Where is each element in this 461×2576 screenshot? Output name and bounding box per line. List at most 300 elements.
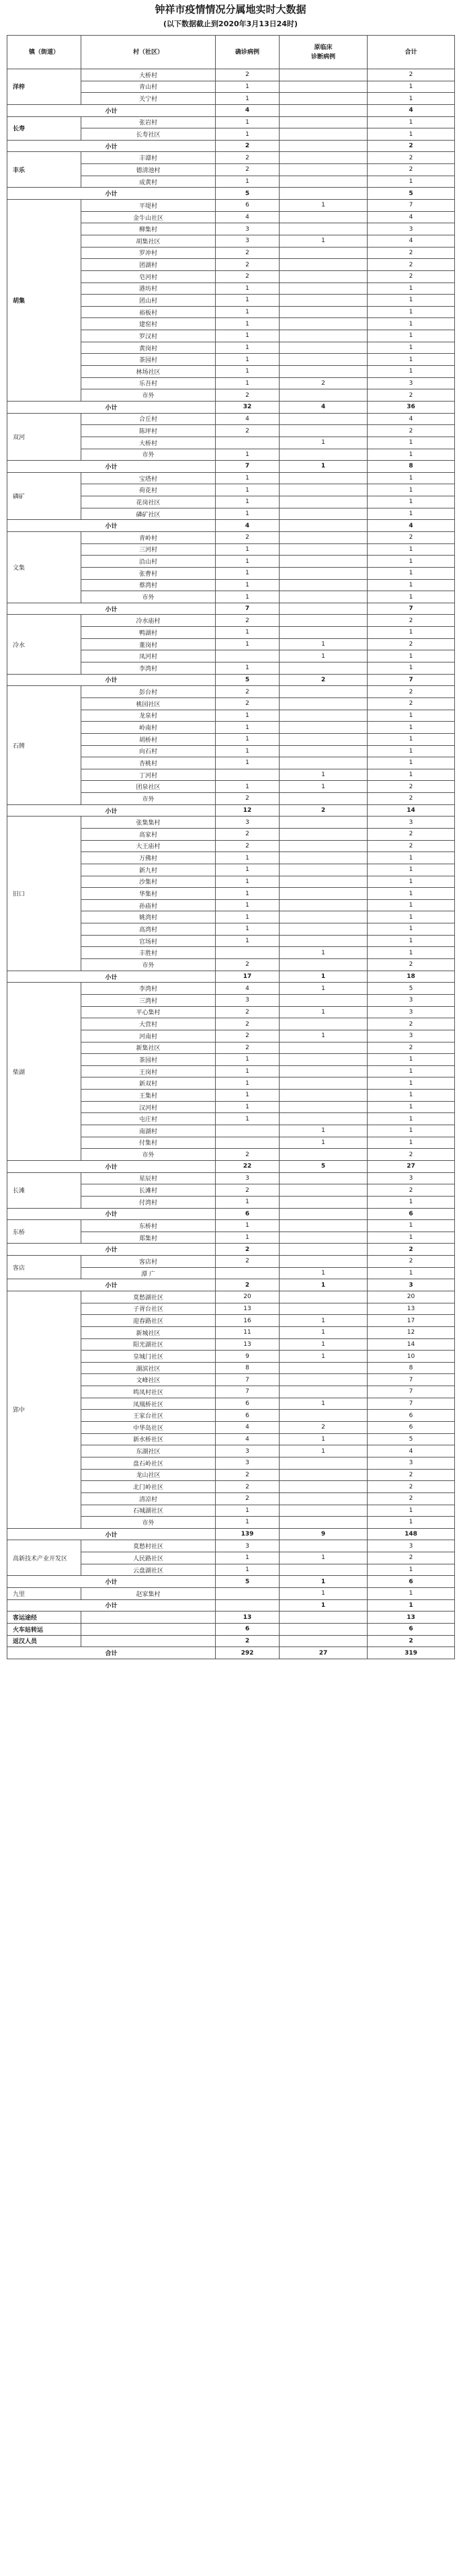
- subtotal-row: [7, 461, 455, 473]
- total-count: 7: [368, 1398, 455, 1410]
- suspected-count: [280, 1220, 368, 1232]
- suspected-count: 2: [280, 1422, 368, 1434]
- total-count: 1: [368, 567, 455, 579]
- village-name: 大桥村: [81, 69, 216, 81]
- village-name: 清凉村: [81, 1492, 216, 1505]
- confirmed-count: 7: [216, 1386, 280, 1398]
- village-name: 关宁村: [81, 93, 216, 105]
- total-count: 1: [368, 923, 455, 936]
- suspected-count: [280, 733, 368, 745]
- subtotal-label: 小计: [7, 1208, 216, 1220]
- total-count: 1: [368, 1113, 455, 1125]
- village-name: 荷花村: [81, 484, 216, 496]
- confirmed-count: 3: [216, 994, 280, 1006]
- confirmed-count: 1: [216, 745, 280, 757]
- total-count: 2: [368, 1552, 455, 1564]
- confirmed-count: 1: [216, 1552, 280, 1564]
- subtotal-confirmed: 139: [216, 1528, 280, 1540]
- village-name: 茶园村: [81, 354, 216, 366]
- confirmed-count: 2: [216, 259, 280, 271]
- confirmed-count: 1: [216, 449, 280, 461]
- suspected-count: [280, 247, 368, 259]
- total-count: 3: [368, 1006, 455, 1018]
- village-name: 沿山村: [81, 556, 216, 568]
- subtotal-suspected: [280, 104, 368, 116]
- confirmed-count: 1: [216, 710, 280, 722]
- total-count: 13: [368, 1303, 455, 1315]
- suspected-count: [280, 282, 368, 295]
- table-row: [7, 615, 455, 627]
- total-count: 3: [368, 1172, 455, 1184]
- confirmed-count: 1: [216, 591, 280, 603]
- confirmed-count: 2: [216, 247, 280, 259]
- village-name: 莫愁村社区: [81, 1540, 216, 1552]
- grand-total: 319: [368, 1647, 455, 1659]
- confirmed-count: 1: [216, 354, 280, 366]
- village-name: 张集集村: [81, 817, 216, 829]
- confirmed-count: 1: [216, 911, 280, 923]
- subtotal-confirmed: 6: [216, 1208, 280, 1220]
- total-count: 1: [368, 1220, 455, 1232]
- confirmed-count: 3: [216, 1540, 280, 1552]
- suspected-count: 1: [280, 1137, 368, 1149]
- confirmed-count: 6: [216, 1398, 280, 1410]
- suspected-count: 1: [280, 1433, 368, 1445]
- total-count: 5: [368, 1433, 455, 1445]
- total-count: 1: [368, 1137, 455, 1149]
- town-name: 石牌: [7, 686, 81, 804]
- subtotal-label: 小计: [7, 461, 216, 473]
- village-name: 潭 广: [81, 1267, 216, 1279]
- confirmed-count: 1: [216, 579, 280, 591]
- total-count: 2: [368, 164, 455, 176]
- confirmed-count: 2: [216, 389, 280, 402]
- suspected-count: [280, 793, 368, 805]
- table-row: [7, 1588, 455, 1600]
- header-total: 合计: [368, 36, 455, 69]
- confirmed-count: 4: [216, 413, 280, 425]
- village-name: 长寿社区: [81, 128, 216, 141]
- suspected-count: [280, 722, 368, 734]
- village-name: 屯庄村: [81, 1113, 216, 1125]
- total-count: 2: [368, 840, 455, 852]
- suspected-count: [280, 852, 368, 864]
- confirmed-count: 2: [216, 270, 280, 282]
- village-name: 李湾村: [81, 662, 216, 675]
- suspected-count: 1: [280, 1267, 368, 1279]
- extra-total: 13: [368, 1612, 455, 1624]
- total-count: 2: [368, 793, 455, 805]
- subtotal-row: [7, 140, 455, 152]
- subtotal-suspected: 1: [280, 1279, 368, 1291]
- extra-row-label: 火车站转运: [7, 1623, 81, 1635]
- village-name: 新集社区: [81, 1042, 216, 1054]
- village-name: 沙集村: [81, 876, 216, 888]
- grand-total-label: 合计: [7, 1647, 216, 1659]
- confirmed-count: 4: [216, 1433, 280, 1445]
- subtotal-label: 小计: [7, 603, 216, 615]
- total-count: 1: [368, 745, 455, 757]
- total-count: 2: [368, 959, 455, 971]
- confirmed-count: 2: [216, 1184, 280, 1197]
- confirmed-count: [216, 769, 280, 781]
- total-count: 1: [368, 579, 455, 591]
- subtotal-label: 小计: [7, 1528, 216, 1540]
- total-count: 2: [368, 69, 455, 81]
- total-count: 2: [368, 638, 455, 650]
- village-name: 市外: [81, 591, 216, 603]
- suspected-count: [280, 567, 368, 579]
- confirmed-count: 2: [216, 1469, 280, 1481]
- confirmed-count: 1: [216, 899, 280, 911]
- village-name: 新水桥社区: [81, 1433, 216, 1445]
- extra-row: [7, 1612, 455, 1624]
- confirmed-count: 1: [216, 1054, 280, 1066]
- confirmed-count: 1: [216, 496, 280, 508]
- extra-suspected: [280, 1623, 368, 1635]
- grand-suspected: 27: [280, 1647, 368, 1659]
- suspected-count: 1: [280, 1398, 368, 1410]
- village-name: 市外: [81, 1149, 216, 1161]
- confirmed-count: [216, 1125, 280, 1137]
- suspected-count: [280, 1196, 368, 1208]
- subtotal-suspected: 1: [280, 1576, 368, 1588]
- suspected-count: [280, 1481, 368, 1493]
- subtotal-label: 小计: [7, 1160, 216, 1172]
- suspected-count: 1: [280, 1125, 368, 1137]
- suspected-count: [280, 543, 368, 556]
- town-name: 丰乐: [7, 152, 81, 188]
- subtotal-row: [7, 1279, 455, 1291]
- village-name: 市外: [81, 793, 216, 805]
- suspected-count: [280, 1077, 368, 1090]
- suspected-count: [280, 1090, 368, 1102]
- total-count: 4: [368, 413, 455, 425]
- subtotal-row: [7, 1576, 455, 1588]
- village-name: 星辰村: [81, 1172, 216, 1184]
- subtotal-row: [7, 603, 455, 615]
- suspected-count: 1: [280, 769, 368, 781]
- total-count: 1: [368, 710, 455, 722]
- extra-row-empty: [81, 1612, 216, 1624]
- confirmed-count: 2: [216, 1481, 280, 1493]
- confirmed-count: 1: [216, 1517, 280, 1529]
- subtotal-row: [7, 401, 455, 413]
- confirmed-count: 1: [216, 318, 280, 330]
- subtotal-confirmed: 2: [216, 1244, 280, 1256]
- subtotal-row: [7, 1599, 455, 1612]
- total-count: 1: [368, 366, 455, 378]
- extra-total: 2: [368, 1635, 455, 1647]
- town-name: 柴湖: [7, 983, 81, 1161]
- confirmed-count: 13: [216, 1338, 280, 1351]
- subtotal-label: 小计: [7, 188, 216, 200]
- suspected-count: 1: [280, 1351, 368, 1363]
- village-name: 东湖社区: [81, 1445, 216, 1457]
- town-name: 九里: [7, 1588, 81, 1600]
- village-name: 林场社区: [81, 366, 216, 378]
- total-count: 2: [368, 686, 455, 698]
- suspected-count: [280, 710, 368, 722]
- subtotal-confirmed: 7: [216, 603, 280, 615]
- village-name: 市外: [81, 959, 216, 971]
- town-name: 双河: [7, 413, 81, 461]
- suspected-count: [280, 1540, 368, 1552]
- table-row: [7, 817, 455, 829]
- suspected-count: [280, 306, 368, 318]
- subtotal-confirmed: 5: [216, 188, 280, 200]
- confirmed-count: 2: [216, 829, 280, 841]
- village-name: 高湾村: [81, 923, 216, 936]
- suspected-count: [280, 697, 368, 710]
- suspected-count: 2: [280, 377, 368, 389]
- suspected-count: [280, 425, 368, 437]
- village-name: 港坊村: [81, 282, 216, 295]
- suspected-count: [280, 259, 368, 271]
- confirmed-count: 13: [216, 1303, 280, 1315]
- total-count: 1: [368, 662, 455, 675]
- village-name: 姚湾村: [81, 911, 216, 923]
- suspected-count: [280, 745, 368, 757]
- total-count: 4: [368, 211, 455, 223]
- total-count: 1: [368, 1564, 455, 1576]
- village-name: 罗汉村: [81, 330, 216, 342]
- table-row: [7, 1256, 455, 1268]
- village-name: 市外: [81, 389, 216, 402]
- suspected-count: [280, 994, 368, 1006]
- village-name: 乐吾村: [81, 377, 216, 389]
- confirmed-count: 3: [216, 817, 280, 829]
- subtotal-label: 小计: [7, 140, 216, 152]
- suspected-count: [280, 1374, 368, 1386]
- total-count: 1: [368, 1232, 455, 1244]
- total-count: 2: [368, 1256, 455, 1268]
- village-name: 郑集村: [81, 1232, 216, 1244]
- confirmed-count: [216, 1588, 280, 1600]
- total-count: 1: [368, 1090, 455, 1102]
- confirmed-count: 1: [216, 638, 280, 650]
- village-name: 冷水庙村: [81, 615, 216, 627]
- suspected-count: [280, 342, 368, 354]
- suspected-count: [280, 508, 368, 520]
- table-row: [7, 116, 455, 128]
- village-name: 中华岛社区: [81, 1422, 216, 1434]
- town-name: 高新技术产业开发区: [7, 1540, 81, 1576]
- confirmed-count: 2: [216, 959, 280, 971]
- subtotal-total: 2: [368, 140, 455, 152]
- subtotal-suspected: [280, 140, 368, 152]
- total-count: 4: [368, 1445, 455, 1457]
- subtotal-total: 6: [368, 1576, 455, 1588]
- confirmed-count: [216, 650, 280, 662]
- village-name: 大营村: [81, 1018, 216, 1030]
- village-name: 张曹村: [81, 567, 216, 579]
- subtotal-label: 小计: [7, 1599, 216, 1612]
- village-name: 金牛山社区: [81, 211, 216, 223]
- suspected-count: [280, 1149, 368, 1161]
- confirmed-count: 2: [216, 152, 280, 164]
- total-count: 1: [368, 1588, 455, 1600]
- confirmed-count: 2: [216, 615, 280, 627]
- subtotal-suspected: 1: [280, 971, 368, 983]
- total-count: 3: [368, 1540, 455, 1552]
- town-name: 郢中: [7, 1291, 81, 1528]
- suspected-count: [280, 496, 368, 508]
- total-count: 3: [368, 817, 455, 829]
- table-body: [7, 69, 455, 1659]
- total-count: 1: [368, 1077, 455, 1090]
- total-count: 1: [368, 722, 455, 734]
- total-count: 1: [368, 437, 455, 449]
- suspected-count: [280, 1564, 368, 1576]
- total-count: 1: [368, 1054, 455, 1066]
- village-name: 云盘湖社区: [81, 1564, 216, 1576]
- confirmed-count: 9: [216, 1351, 280, 1363]
- confirmed-count: 1: [216, 128, 280, 141]
- total-count: 2: [368, 1042, 455, 1054]
- subtotal-total: 6: [368, 1208, 455, 1220]
- subtotal-row: [7, 674, 455, 686]
- total-count: 1: [368, 935, 455, 947]
- confirmed-count: 1: [216, 1564, 280, 1576]
- confirmed-count: 8: [216, 1362, 280, 1374]
- confirmed-count: 1: [216, 1077, 280, 1090]
- village-name: 三湾村: [81, 994, 216, 1006]
- total-count: 17: [368, 1315, 455, 1327]
- village-name: 张岩村: [81, 116, 216, 128]
- village-name: 龙山社区: [81, 1469, 216, 1481]
- village-name: 罗冲村: [81, 247, 216, 259]
- village-name: 长滩村: [81, 1184, 216, 1197]
- total-count: 4: [368, 235, 455, 247]
- village-name: 皇城门社区: [81, 1351, 216, 1363]
- village-name: 德清池村: [81, 164, 216, 176]
- suspected-count: 1: [280, 1006, 368, 1018]
- total-count: 20: [368, 1291, 455, 1303]
- suspected-count: [280, 1065, 368, 1077]
- subtotal-row: [7, 520, 455, 532]
- table-row: [7, 1220, 455, 1232]
- confirmed-count: 3: [216, 223, 280, 235]
- confirmed-count: 2: [216, 686, 280, 698]
- suspected-count: [280, 829, 368, 841]
- total-count: 3: [368, 223, 455, 235]
- subtotal-label: 小计: [7, 1279, 216, 1291]
- village-name: 人民路社区: [81, 1552, 216, 1564]
- confirmed-count: 1: [216, 176, 280, 188]
- suspected-count: [280, 318, 368, 330]
- confirmed-count: 20: [216, 1291, 280, 1303]
- subtotal-confirmed: 5: [216, 1576, 280, 1588]
- total-count: 1: [368, 318, 455, 330]
- total-count: 1: [368, 899, 455, 911]
- suspected-count: [280, 1362, 368, 1374]
- total-count: 1: [368, 508, 455, 520]
- subtotal-suspected: [280, 603, 368, 615]
- subtotal-confirmed: 32: [216, 401, 280, 413]
- subtotal-label: 小计: [7, 520, 216, 532]
- confirmed-count: 3: [216, 235, 280, 247]
- town-name: 胡集: [7, 200, 81, 402]
- confirmed-count: 1: [216, 116, 280, 128]
- subtotal-row: [7, 1528, 455, 1540]
- total-count: 1: [368, 852, 455, 864]
- suspected-count: [280, 876, 368, 888]
- suspected-count: 1: [280, 650, 368, 662]
- total-count: 1: [368, 733, 455, 745]
- subtotal-confirmed: 4: [216, 104, 280, 116]
- village-name: 平堤村: [81, 200, 216, 212]
- suspected-count: 1: [280, 638, 368, 650]
- total-count: 7: [368, 200, 455, 212]
- town-name: 长寿: [7, 116, 81, 140]
- village-name: 青山村: [81, 81, 216, 93]
- village-name: 北门岭社区: [81, 1481, 216, 1493]
- suspected-count: [280, 864, 368, 876]
- subtotal-row: [7, 188, 455, 200]
- subtotal-suspected: 4: [280, 401, 368, 413]
- confirmed-count: 2: [216, 1018, 280, 1030]
- total-count: 1: [368, 1065, 455, 1077]
- subtotal-row: [7, 104, 455, 116]
- table-header-row: [7, 36, 455, 69]
- confirmed-count: 1: [216, 508, 280, 520]
- header-village: 村（社区）: [81, 36, 216, 69]
- total-count: 3: [368, 994, 455, 1006]
- confirmed-count: 2: [216, 1006, 280, 1018]
- confirmed-count: 3: [216, 1445, 280, 1457]
- subtotal-row: [7, 1208, 455, 1220]
- subtotal-label: 小计: [7, 401, 216, 413]
- village-name: 皂河村: [81, 270, 216, 282]
- subtotal-row: [7, 1244, 455, 1256]
- village-name: 凤凰桥社区: [81, 1398, 216, 1410]
- subtotal-confirmed: 12: [216, 804, 280, 817]
- confirmed-count: 1: [216, 556, 280, 568]
- village-name: 花岗社区: [81, 496, 216, 508]
- subtotal-confirmed: 2: [216, 1279, 280, 1291]
- suspected-count: [280, 1291, 368, 1303]
- suspected-count: [280, 935, 368, 947]
- confirmed-count: 16: [216, 1315, 280, 1327]
- suspected-count: [280, 449, 368, 461]
- village-name: 大王庙村: [81, 840, 216, 852]
- suspected-count: [280, 295, 368, 307]
- table-row: [7, 1540, 455, 1552]
- suspected-count: [280, 472, 368, 484]
- subtotal-confirmed: 5: [216, 674, 280, 686]
- confirmed-count: 1: [216, 81, 280, 93]
- confirmed-count: 7: [216, 1374, 280, 1386]
- suspected-count: [280, 152, 368, 164]
- confirmed-count: 1: [216, 1065, 280, 1077]
- village-name: 莫愁湖社区: [81, 1291, 216, 1303]
- suspected-count: [280, 686, 368, 698]
- total-count: 1: [368, 116, 455, 128]
- confirmed-count: 1: [216, 923, 280, 936]
- confirmed-count: 3: [216, 1172, 280, 1184]
- town-name: 客店: [7, 1256, 81, 1279]
- village-name: 成黄村: [81, 176, 216, 188]
- table-row: [7, 152, 455, 164]
- page-header: [0, 0, 461, 35]
- table-row: [7, 983, 455, 995]
- subtotal-total: 8: [368, 461, 455, 473]
- town-name: 文集: [7, 531, 81, 603]
- confirmed-count: 1: [216, 330, 280, 342]
- extra-row-label: 返汉人员: [7, 1635, 81, 1647]
- total-count: 1: [368, 449, 455, 461]
